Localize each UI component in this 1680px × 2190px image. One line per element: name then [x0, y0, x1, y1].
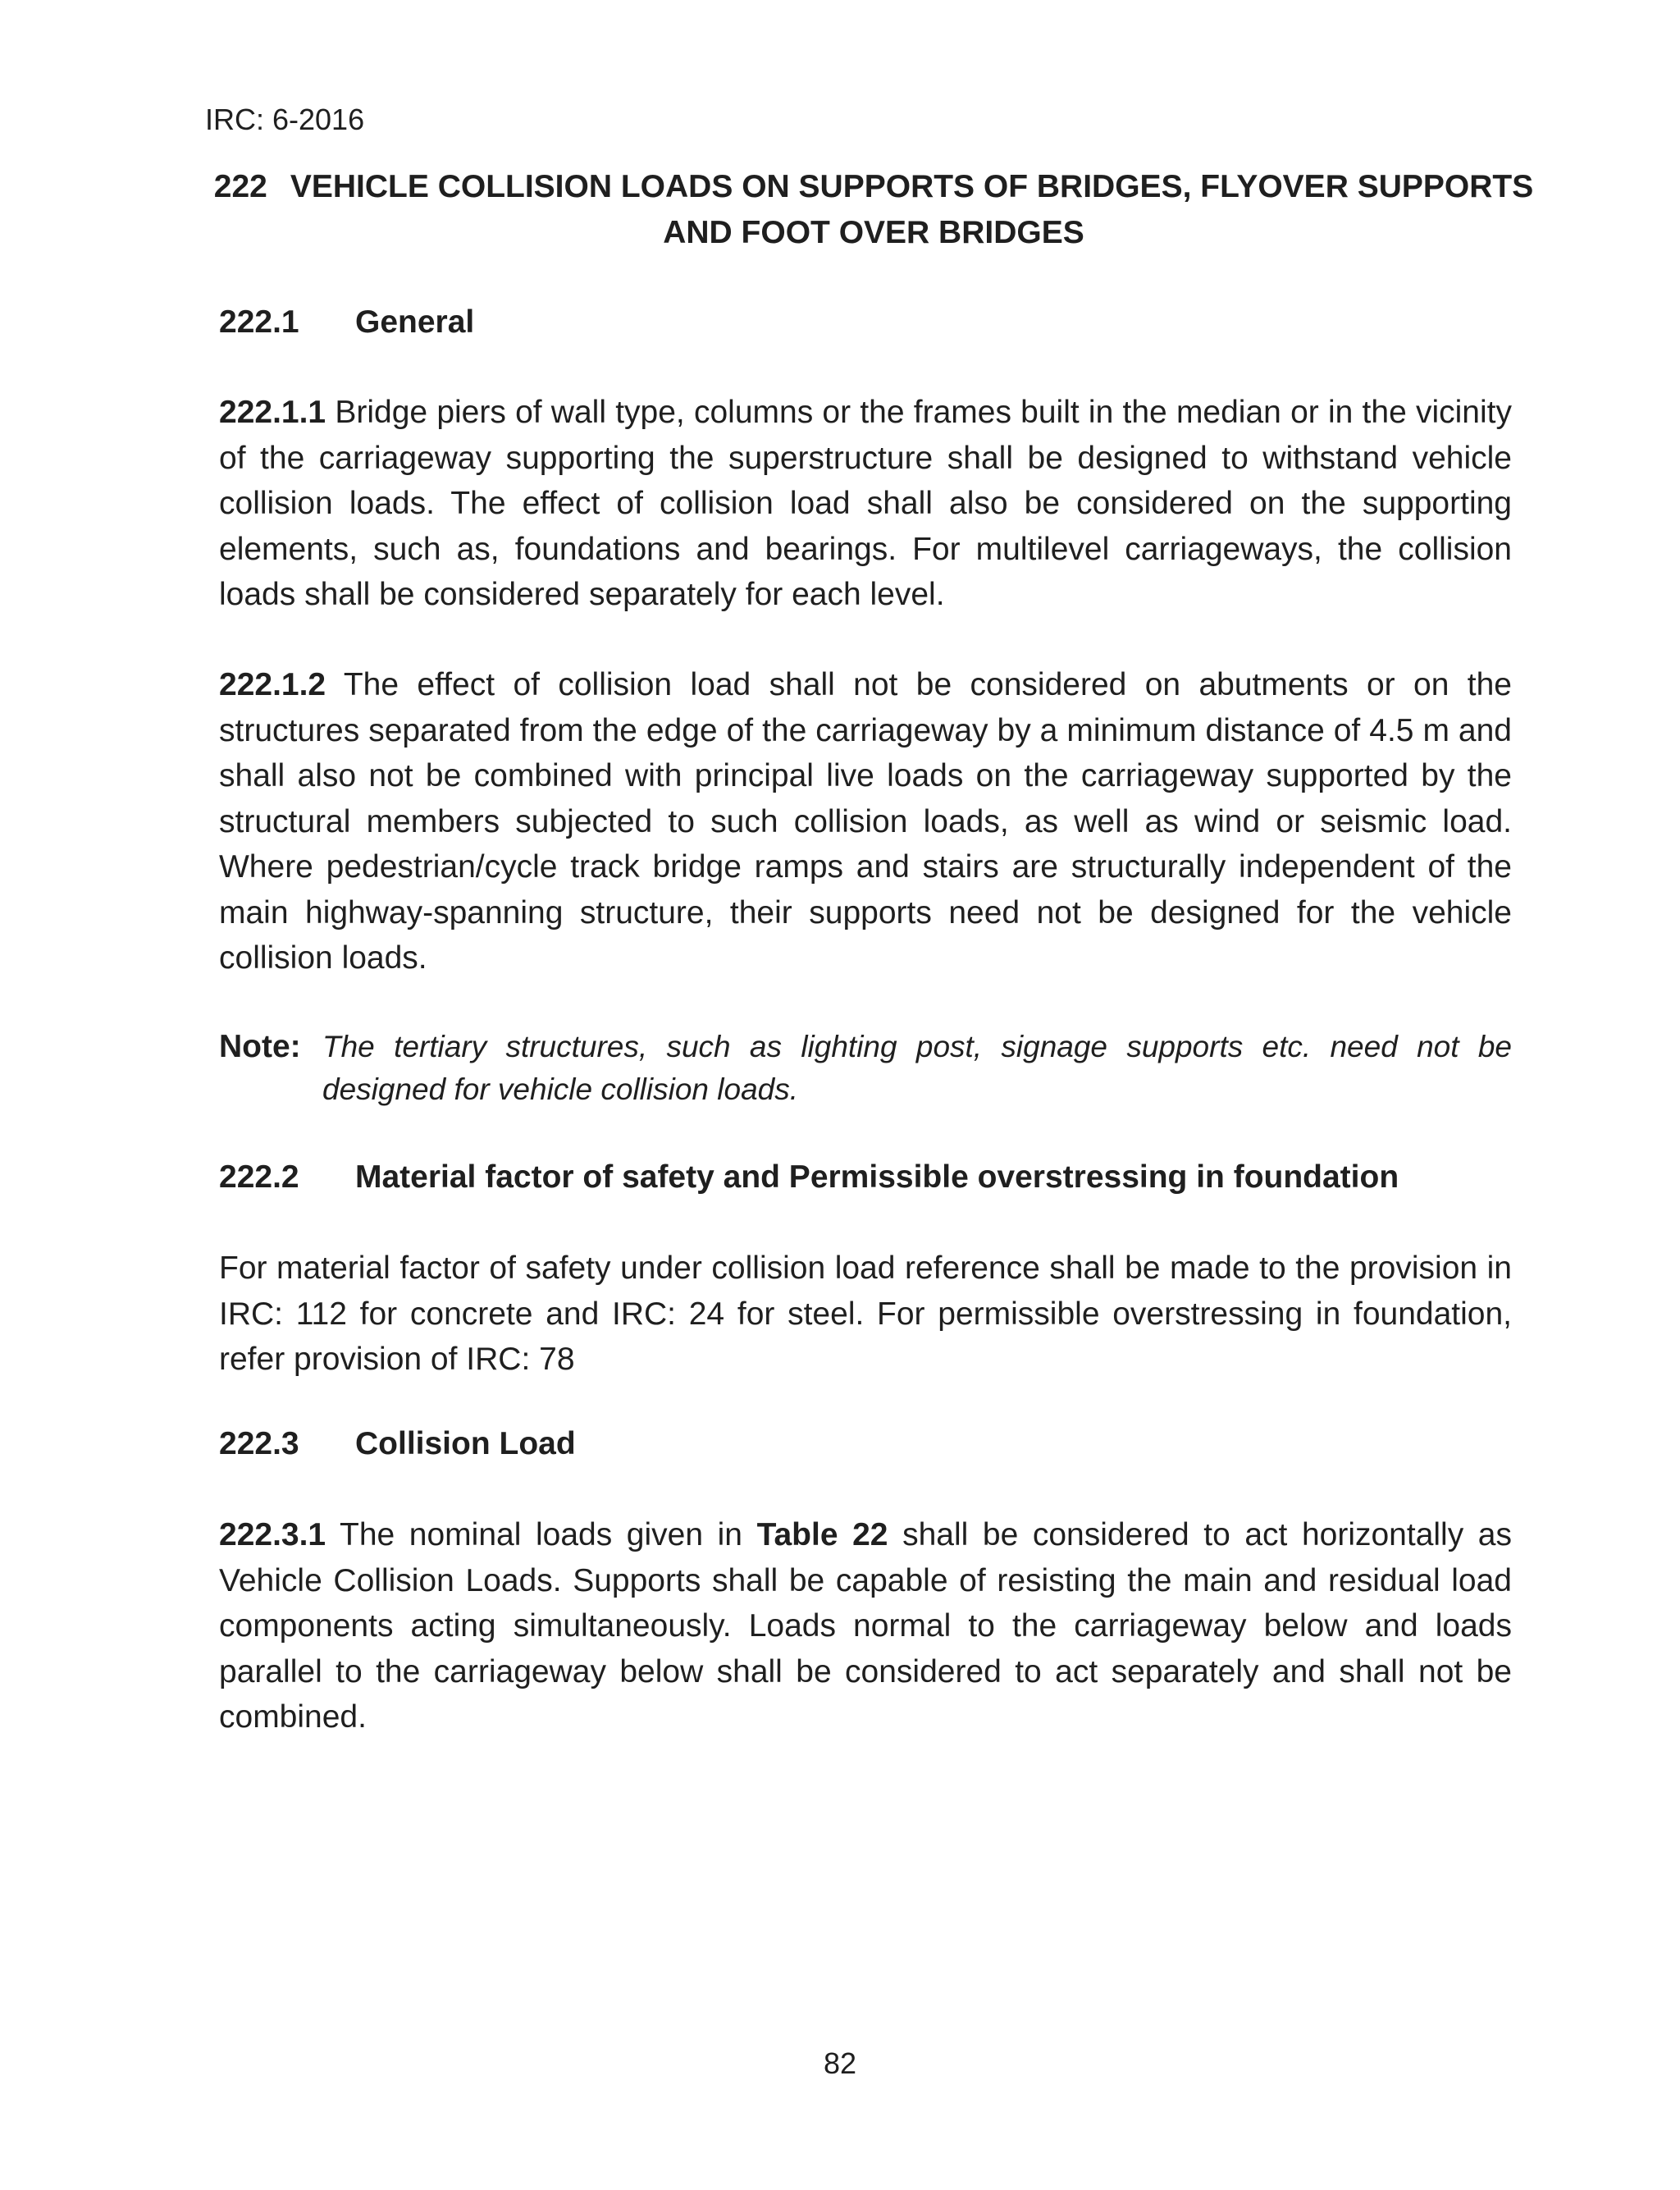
section-title: General: [355, 304, 475, 340]
running-header: IRC: 6-2016: [205, 103, 365, 136]
paragraph-222-1-2: [219, 662, 1512, 981]
note-text: The tertiary structures, such as lighting post, signage supports etc. need not be designed for vehicle collision loads.: [322, 1030, 1512, 1106]
paragraph-material: [219, 1246, 1512, 1383]
chapter-title-text: VEHICLE COLLISION LOADS ON SUPPORTS OF BRIDGES, FLYOVER SUPPORTS AND FOOT OVER BRIDGES: [290, 169, 1534, 250]
clause-number: 222.1.1: [219, 395, 326, 430]
paragraph-text: Bridge piers of wall type, columns or the frames built in the median or in the vicinity of the carriageway supporting the superstructure shall be designed to withstand vehicle collision loads. The effect of collision load shall also be considered on the supporting elements, such as, foundations and bearings. For multilevel carriageways, the collision loads shall be considered separately for each level.: [219, 395, 1512, 612]
section-number: 222.2: [219, 1159, 299, 1195]
section-heading-general: [219, 302, 474, 343]
chapter-number: 222: [213, 169, 267, 204]
chapter-title: [213, 164, 1534, 256]
page-number: 82: [823, 2046, 857, 2080]
section-heading-collision: [219, 1424, 576, 1465]
note-block: [219, 1026, 1512, 1111]
paragraph-text-before: The nominal loads given in: [340, 1517, 742, 1552]
section-title: Material factor of safety and Permissible overstressing in foundation: [355, 1159, 1399, 1195]
note-label: Note:: [219, 1029, 301, 1064]
table-reference: Table 22: [756, 1517, 888, 1552]
paragraph-text: For material factor of safety under collision load reference shall be made to the provision in IRC: 112 for concrete and IRC: 24 for steel. For permissible overstressing in foundation, refer provision of IRC: 78: [219, 1250, 1512, 1377]
section-number: 222.1: [219, 304, 299, 340]
section-title: Collision Load: [355, 1426, 576, 1461]
paragraph-222-3-1: [219, 1512, 1512, 1740]
paragraph-text-after: shall be considered to act horizontally as Vehicle Collision Loads. Supports shall be capable of resisting the main and residual load components acting simultaneously. Loads normal to the carriageway below and loads parallel to the carriageway below shall be considered to act separately and shall not be combined.: [219, 1517, 1512, 1735]
paragraph-text: The effect of collision load shall not be considered on abutments or on the structures separated from the edge of the carriageway by a minimum distance of 4.5 m and shall also not be combined with principal live loads on the carriageway supported by the structural members subjected to such collision loads, as well as wind or seismic load. Where pedestrian/cycle track bridge ramps and stairs are structurally independent of the main highway-spanning structure, their supports need not be designed for the vehicle collision loads.: [219, 667, 1512, 976]
clause-number: 222.3.1: [219, 1517, 326, 1552]
paragraph-222-1-1: [219, 390, 1512, 618]
clause-number: 222.1.2: [219, 667, 326, 702]
section-heading-material: [219, 1157, 1399, 1198]
section-number: 222.3: [219, 1426, 299, 1461]
